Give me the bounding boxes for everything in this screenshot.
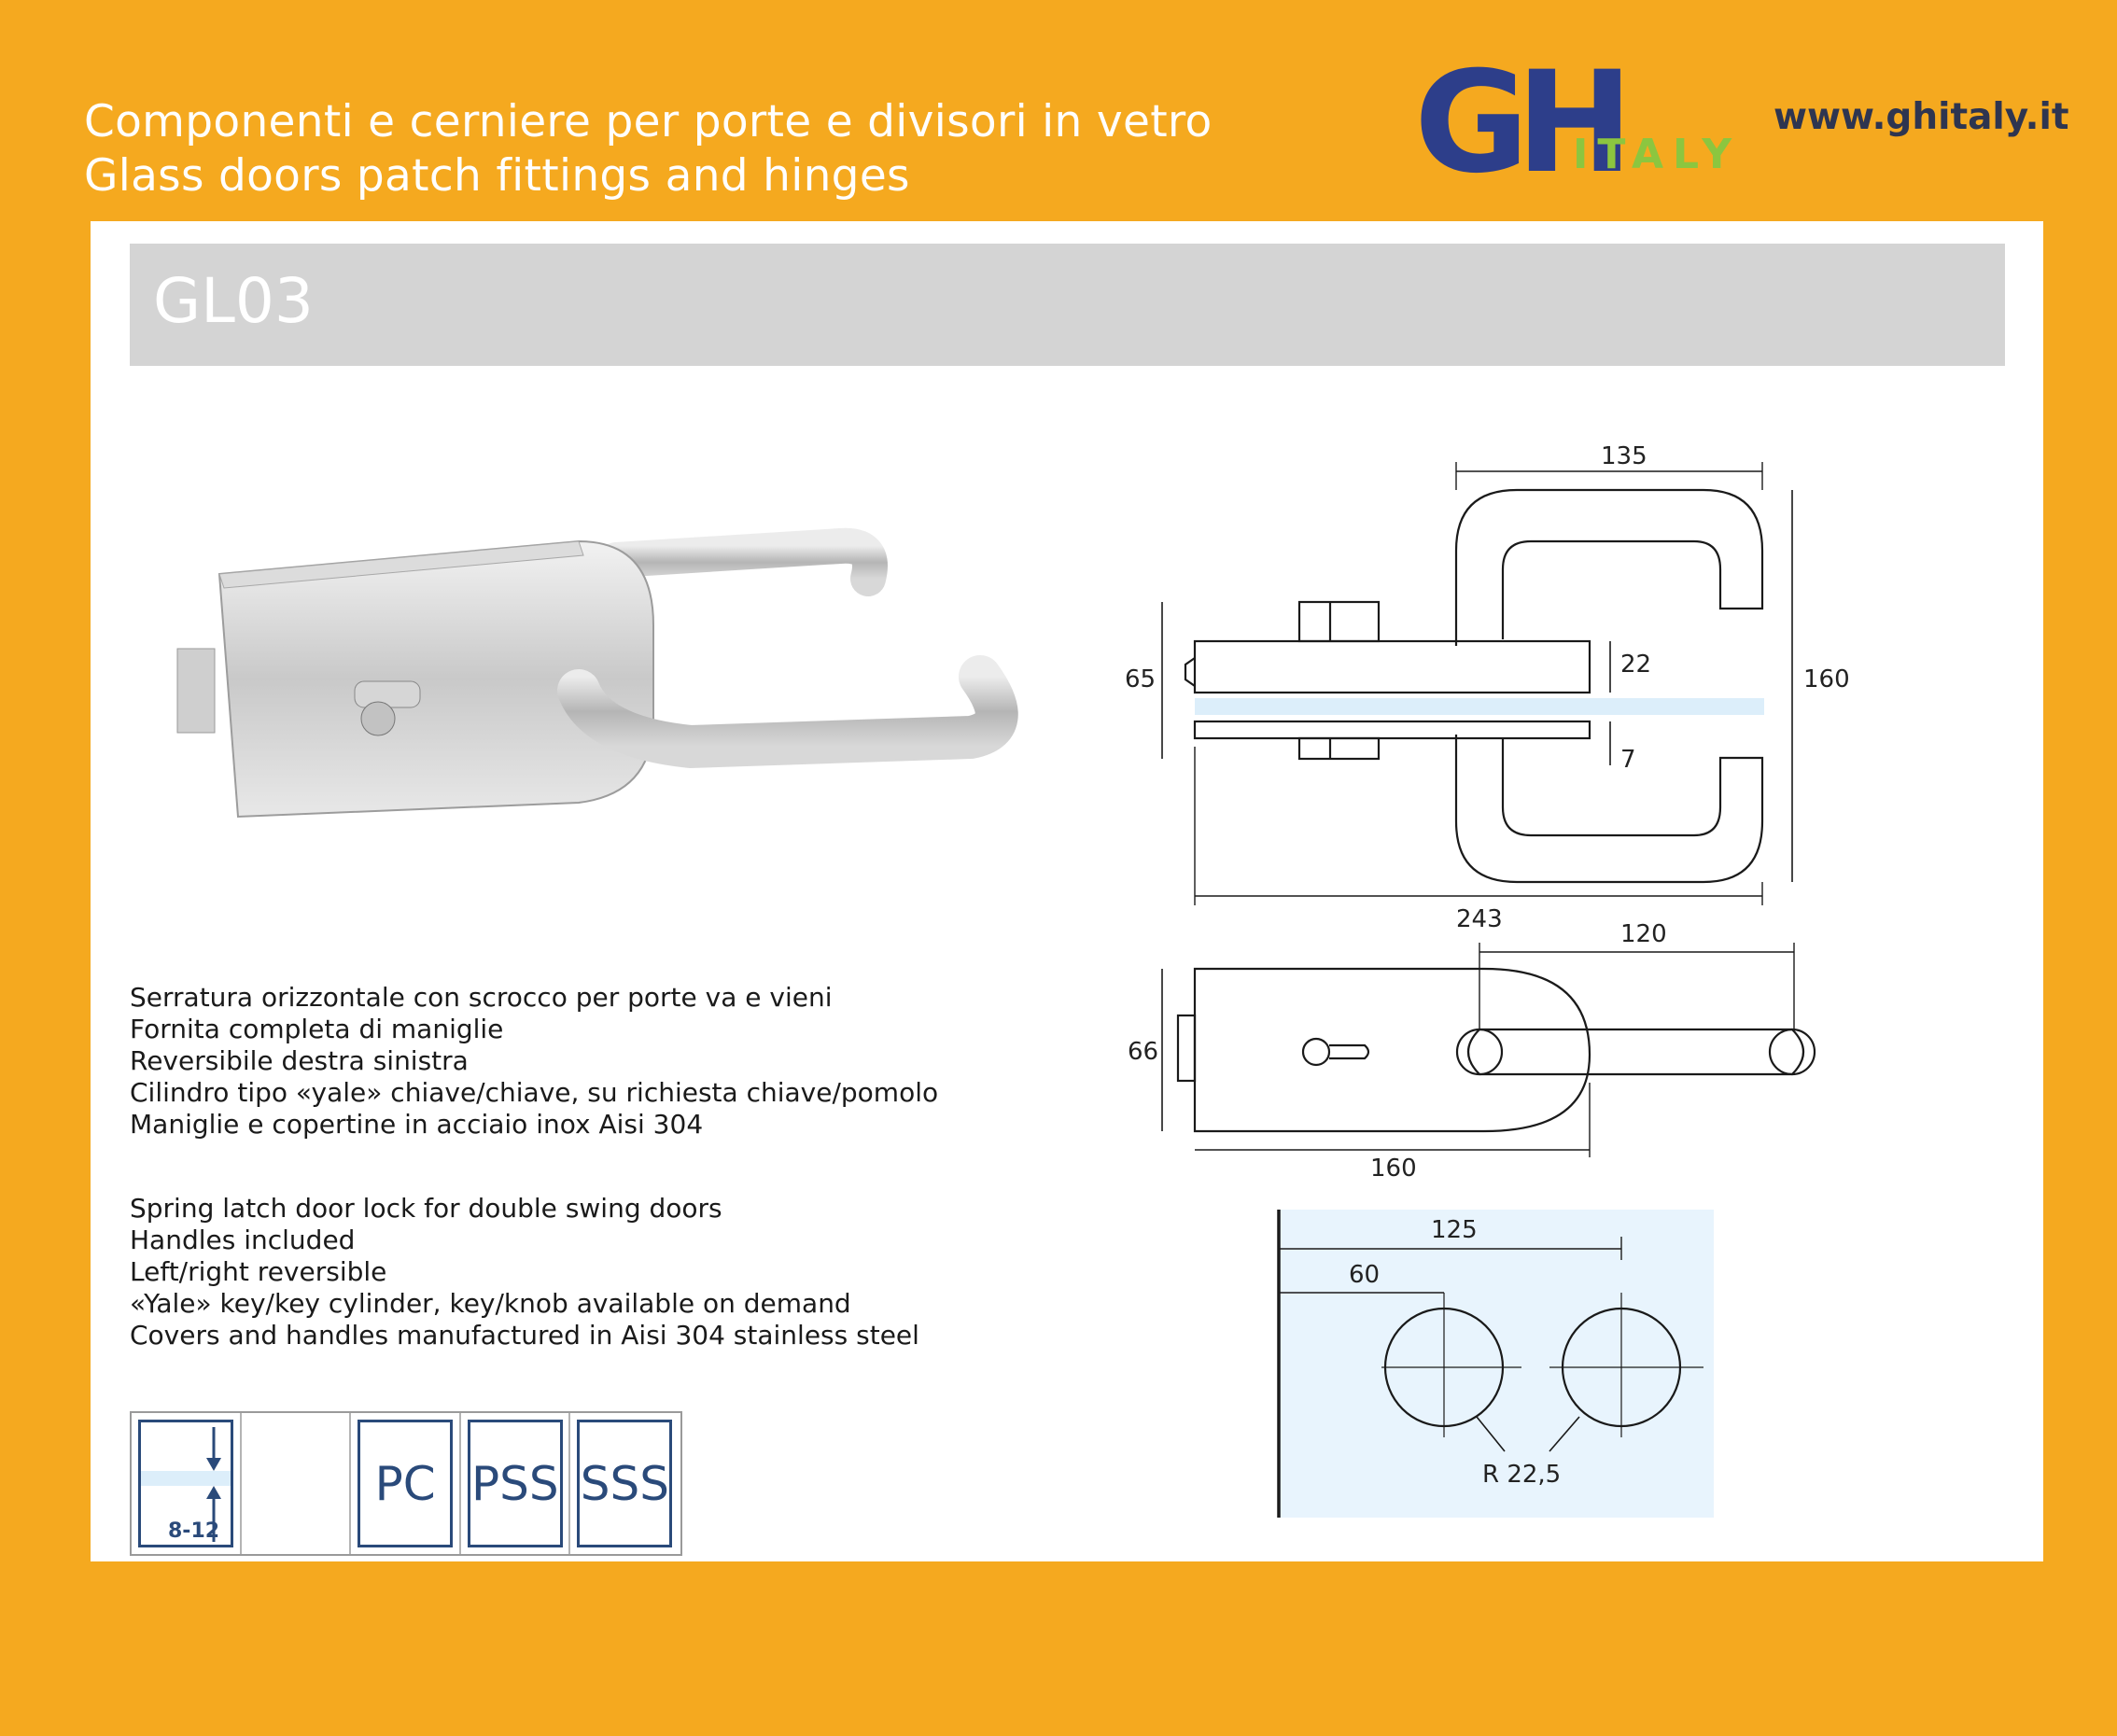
front-handle xyxy=(1468,1029,1803,1074)
description-line: Reversibile destra sinistra xyxy=(130,1045,469,1076)
dim-160-horizontal: 160 xyxy=(1370,1155,1417,1183)
svg-text:GH: GH xyxy=(1414,54,1620,175)
description-line: Spring latch door lock for double swing doors xyxy=(130,1193,722,1224)
side-upper-plate xyxy=(1195,641,1590,693)
product-code: GL03 xyxy=(153,265,314,337)
description-line: Covers and handles manufactured in Aisi 304 stainless steel xyxy=(130,1320,919,1351)
front-cylinder xyxy=(1303,1039,1329,1065)
dim-243: 243 xyxy=(1456,905,1503,933)
dim-125: 125 xyxy=(1431,1216,1478,1244)
side-lower-plate xyxy=(1195,721,1590,738)
dim-65: 65 xyxy=(1125,665,1157,693)
side-latch xyxy=(1185,658,1195,686)
dim-60: 60 xyxy=(1349,1261,1381,1289)
side-handle-outer xyxy=(1456,490,1762,646)
description-line: Maniglie e copertine in acciaio inox Aisi 304 xyxy=(130,1109,704,1140)
dim-radius: R 22,5 xyxy=(1482,1461,1562,1489)
description-line: Left/right reversible xyxy=(130,1256,387,1287)
description-line: Handles included xyxy=(130,1225,356,1255)
dim-160-vertical: 160 xyxy=(1803,665,1850,693)
description-line: Fornita completa di maniglie xyxy=(130,1014,504,1044)
description-line: Cilindro tipo «yale» chiave/chiave, su richiesta chiave/pomolo xyxy=(130,1077,939,1108)
description-line: «Yale» key/key cylinder, key/knob available on demand xyxy=(130,1288,851,1319)
header-line-italian: Componenti e cerniere per porte e divisori in vetro xyxy=(84,96,1213,147)
front-latch xyxy=(1178,1015,1195,1081)
dim-66: 66 xyxy=(1128,1038,1159,1066)
svg-text:ITALY: ITALY xyxy=(1573,131,1742,175)
side-handle-outer-lower xyxy=(1456,735,1762,882)
dim-22: 22 xyxy=(1620,651,1652,679)
front-body xyxy=(1195,969,1590,1131)
finish-pc-badge: PC xyxy=(358,1420,453,1547)
dim-135: 135 xyxy=(1601,442,1647,470)
glass-thickness-label: 8-12 xyxy=(168,1519,220,1543)
dim-7: 7 xyxy=(1620,746,1636,774)
side-bottom-block xyxy=(1299,738,1379,759)
glass-strip xyxy=(1195,698,1764,715)
side-top-block xyxy=(1299,602,1379,641)
website-link[interactable]: www.ghitaly.it xyxy=(1774,96,2069,138)
description-line: Serratura orizzontale con scrocco per porte va e vieni xyxy=(130,982,833,1013)
finish-sss-badge: SSS xyxy=(577,1420,672,1547)
finish-pss-badge: PSS xyxy=(468,1420,563,1547)
header-line-english: Glass doors patch fittings and hinges xyxy=(84,150,910,202)
dim-120: 120 xyxy=(1620,920,1667,948)
